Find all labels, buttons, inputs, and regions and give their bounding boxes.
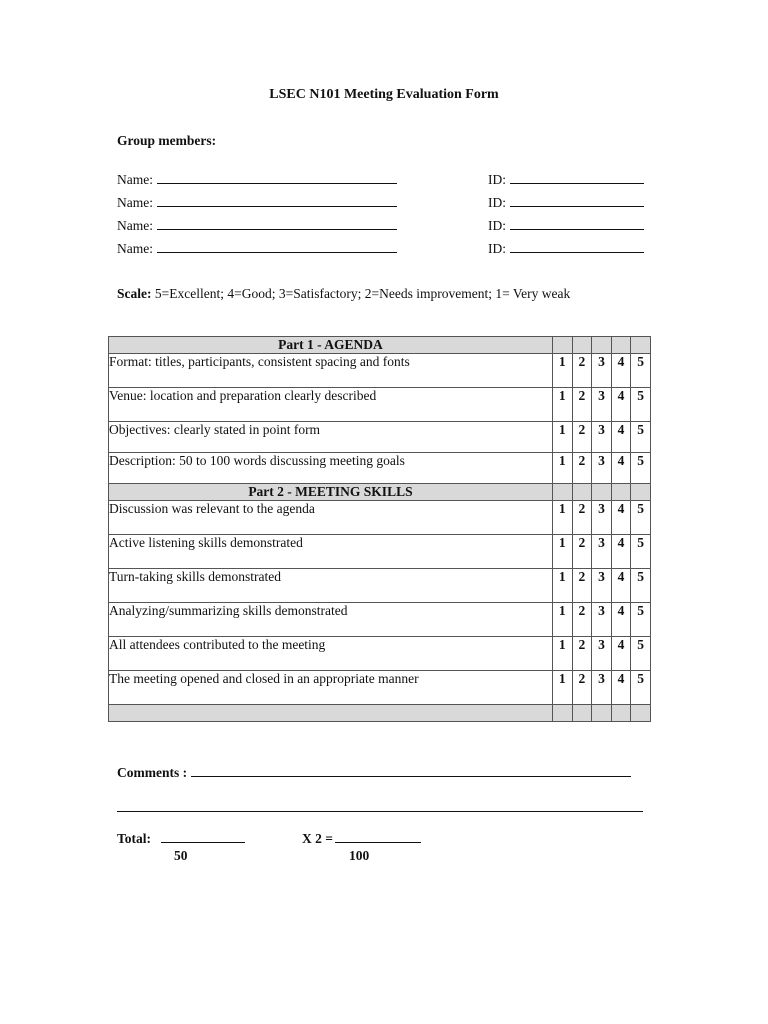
part1-heading: Part 1 - AGENDA [109,337,553,354]
form-title: LSEC N101 Meeting Evaluation Form [269,87,499,102]
score-option[interactable]: 5 [631,535,651,569]
criterion-label: Objectives: clearly stated in point form [109,422,553,453]
final-score-field[interactable] [335,831,421,843]
evaluation-table [108,336,651,722]
criterion-row [109,354,651,388]
score-option[interactable]: 4 [611,354,631,388]
id-label: ID: [488,195,506,210]
score-option[interactable]: 1 [552,637,572,671]
criterion-row [109,671,651,705]
score-option[interactable]: 3 [592,569,612,603]
score-option[interactable]: 1 [552,453,572,484]
member-id-row [488,241,644,257]
score-option[interactable]: 1 [552,501,572,535]
name-field[interactable] [157,218,397,230]
member-name-row [117,218,397,234]
score-option[interactable]: 3 [592,422,612,453]
total-label: Total: [117,831,152,846]
criterion-row [109,453,651,484]
score-option[interactable]: 4 [611,453,631,484]
criterion-label: Turn-taking skills demonstrated [109,569,553,603]
id-field[interactable] [510,218,644,230]
score-option[interactable]: 2 [572,354,592,388]
section-header-row [109,337,651,354]
score-option[interactable]: 3 [592,388,612,422]
score-option[interactable]: 2 [572,637,592,671]
criterion-row [109,422,651,453]
score-option[interactable]: 3 [592,501,612,535]
score-option[interactable]: 2 [572,603,592,637]
score-option[interactable]: 2 [572,671,592,705]
criterion-label: Discussion was relevant to the agenda [109,501,553,535]
score-option[interactable]: 3 [592,354,612,388]
score-option[interactable]: 3 [592,603,612,637]
table-footer-row [109,705,651,722]
score-option[interactable]: 5 [631,354,651,388]
id-field[interactable] [510,241,644,253]
score-option[interactable]: 4 [611,388,631,422]
total-row [117,831,245,847]
part2-heading: Part 2 - MEETING SKILLS [109,484,553,501]
criterion-label: Active listening skills demonstrated [109,535,553,569]
score-option[interactable]: 1 [552,422,572,453]
score-option[interactable]: 2 [572,501,592,535]
id-label: ID: [488,241,506,256]
score-option[interactable]: 5 [631,501,651,535]
scale-label: Scale: [117,286,152,301]
comments-field[interactable] [191,765,631,777]
member-name-row [117,195,397,211]
final-score-row [302,831,421,847]
score-option[interactable]: 2 [572,422,592,453]
score-option[interactable]: 4 [611,637,631,671]
score-option[interactable]: 4 [611,501,631,535]
total-denominator: 50 [174,848,188,863]
score-option[interactable]: 1 [552,569,572,603]
criterion-label: Format: titles, participants, consistent spacing and fonts [109,354,553,388]
name-field[interactable] [157,195,397,207]
name-field[interactable] [157,241,397,253]
criterion-label: Venue: location and preparation clearly described [109,388,553,422]
id-label: ID: [488,172,506,187]
criterion-row [109,603,651,637]
score-option[interactable]: 5 [631,637,651,671]
criterion-row [109,569,651,603]
member-name-row [117,241,397,257]
score-option[interactable]: 1 [552,671,572,705]
criterion-row [109,535,651,569]
score-option[interactable]: 4 [611,422,631,453]
score-option[interactable]: 3 [592,671,612,705]
id-field[interactable] [510,172,644,184]
score-option[interactable]: 2 [572,453,592,484]
score-option[interactable]: 5 [631,388,651,422]
score-option[interactable]: 2 [572,569,592,603]
criterion-row [109,388,651,422]
name-field[interactable] [157,172,397,184]
score-option[interactable]: 4 [611,603,631,637]
score-option[interactable]: 2 [572,388,592,422]
criterion-label: Description: 50 to 100 words discussing meeting goals [109,453,553,484]
score-option[interactable]: 1 [552,388,572,422]
score-option[interactable]: 3 [592,453,612,484]
criterion-label: The meeting opened and closed in an appropriate manner [109,671,553,705]
name-label: Name: [117,241,153,256]
times-two-label: X 2 = [302,831,333,846]
scale-legend [117,286,570,302]
score-option[interactable]: 5 [631,453,651,484]
member-name-row [117,172,397,188]
criterion-label: Analyzing/summarizing skills demonstrated [109,603,553,637]
score-option[interactable]: 1 [552,603,572,637]
id-field[interactable] [510,195,644,207]
score-option[interactable]: 5 [631,422,651,453]
id-label: ID: [488,218,506,233]
final-denominator: 100 [349,848,370,863]
scale-text: 5=Excellent; 4=Good; 3=Satisfactory; 2=Needs improvement; 1= Very weak [151,286,571,301]
group-members-label: Group members: [117,133,217,148]
member-id-row [488,218,644,234]
score-option[interactable]: 4 [611,535,631,569]
name-label: Name: [117,172,153,187]
score-option[interactable]: 4 [611,569,631,603]
score-option[interactable]: 3 [592,637,612,671]
score-option[interactable]: 1 [552,354,572,388]
score-option[interactable]: 5 [631,603,651,637]
score-option[interactable]: 1 [552,535,572,569]
score-option[interactable]: 2 [572,535,592,569]
criterion-row [109,501,651,535]
name-label: Name: [117,195,153,210]
comments-label: Comments : [117,765,188,780]
total-field[interactable] [161,831,245,843]
member-id-row [488,172,644,188]
name-label: Name: [117,218,153,233]
comments-row [117,765,631,781]
comments-line-2[interactable] [117,811,643,812]
score-option[interactable]: 3 [592,535,612,569]
member-id-row [488,195,644,211]
criterion-row [109,637,651,671]
criterion-label: All attendees contributed to the meeting [109,637,553,671]
section-header-row [109,484,651,501]
score-option[interactable]: 5 [631,569,651,603]
score-option[interactable]: 4 [611,671,631,705]
score-option[interactable]: 5 [631,671,651,705]
